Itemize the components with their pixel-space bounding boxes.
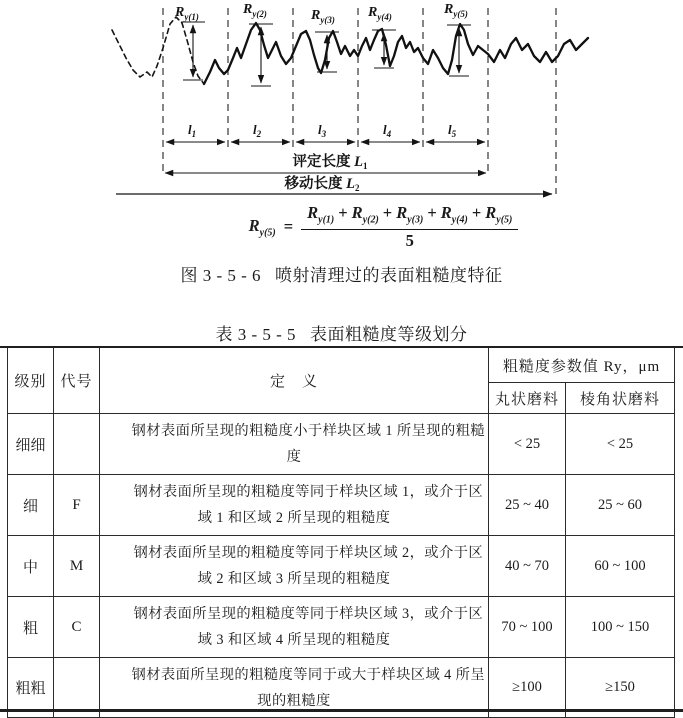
- code-cell: C: [54, 597, 100, 658]
- header-angular-abrasive: 棱角状磨料: [566, 383, 675, 414]
- profile-curve: [204, 23, 588, 84]
- header-grade: 级别: [8, 348, 54, 414]
- figure-number: 图 3 - 5 - 6: [180, 266, 262, 285]
- formula-numerator: $R_{y(1)} + R_{y(2)} + R_{y(3)} + R_{y(4)} + R_{y(5)}$: [301, 203, 518, 230]
- table-top-rule: [0, 346, 683, 348]
- formula-fraction: [301, 203, 518, 251]
- figure-caption-text: 喷射清理过的表面粗糙度特征: [275, 266, 503, 285]
- angular-value-cell: ≥150: [566, 658, 675, 718]
- definition-cell: 钢材表面所呈现的粗糙度小于样块区域 1 所呈现的粗糙度: [100, 414, 489, 475]
- grade-cell: 粗粗: [8, 658, 54, 718]
- l3-label: $l_3$: [317, 122, 327, 139]
- formula-lhs: $R_{y(5)}$: [248, 215, 276, 239]
- table-row: [8, 536, 675, 597]
- roughness-figure: [0, 0, 683, 200]
- ry4-label: $R_{y(4)}$: [368, 5, 392, 22]
- code-cell: F: [54, 475, 100, 536]
- angular-value-cell: 60 ~ 100: [566, 536, 675, 597]
- l2-label: $l_2$: [252, 122, 262, 139]
- ry-average-formula: [0, 201, 683, 253]
- code-cell: M: [54, 536, 100, 597]
- l1-label: $l_1$: [187, 122, 197, 139]
- table-title: [0, 320, 683, 345]
- table-row: [8, 597, 675, 658]
- angular-value-cell: 100 ~ 150: [566, 597, 675, 658]
- header-code: 代号: [54, 348, 100, 414]
- grade-cell: 粗: [8, 597, 54, 658]
- grade-cell: 细: [8, 475, 54, 536]
- table-bottom-rule: [0, 709, 683, 712]
- shot-value-cell: 70 ~ 100: [489, 597, 566, 658]
- table-row: [8, 475, 675, 536]
- code-cell: [54, 414, 100, 475]
- grade-cell: 中: [8, 536, 54, 597]
- ry3-label: $R_{y(3)}$: [311, 8, 335, 25]
- shot-value-cell: < 25: [489, 414, 566, 475]
- definition-cell: 钢材表面所呈现的粗糙度等同于样块区域 2，或介于区域 2 和区域 3 所呈现的粗糙度: [100, 536, 489, 597]
- formula-equals: =: [283, 216, 294, 236]
- ry2-label: $R_{y(2)}$: [243, 2, 267, 19]
- formula-denominator: 5: [405, 230, 414, 250]
- table-title-text: 表面粗糙度等级划分: [310, 325, 468, 344]
- angular-value-cell: < 25: [566, 414, 675, 475]
- travel-length-label: 移动长度 $L_2$: [284, 176, 360, 193]
- definition-cell: 钢材表面所呈现的粗糙度等同于样块区域 3，或介于区域 3 和区域 4 所呈现的粗糙度: [100, 597, 489, 658]
- l5-label: $l_5$: [447, 122, 457, 139]
- ry1-label: $R_{y(1)}$: [175, 5, 199, 22]
- l4-label: $l_4$: [382, 122, 392, 139]
- figure-caption: [0, 261, 683, 286]
- grade-cell: 细细: [8, 414, 54, 475]
- angular-value-cell: 25 ~ 60: [566, 475, 675, 536]
- evaluation-length-label: 评定长度 $L_1$: [292, 154, 368, 171]
- shot-value-cell: ≥100: [489, 658, 566, 718]
- definition-cell: 钢材表面所呈现的粗糙度等同于样块区域 1，或介于区域 1 和区域 2 所呈现的粗糙度: [100, 475, 489, 536]
- definition-cell: 钢材表面所呈现的粗糙度等同于或大于样块区域 4 所呈现的粗糙度: [100, 658, 489, 718]
- header-definition: 定 义: [100, 348, 489, 414]
- header-param-group: 粗糙度参数值 Ry，μm: [489, 348, 675, 383]
- header-row-1: [8, 348, 675, 383]
- profile-curve-dashed: [112, 17, 204, 84]
- roughness-grade-table: [7, 347, 675, 718]
- table-number: 表 3 - 5 - 5: [215, 325, 297, 344]
- header-shot-abrasive: 丸状磨料: [489, 383, 566, 414]
- shot-value-cell: 40 ~ 70: [489, 536, 566, 597]
- shot-value-cell: 25 ~ 40: [489, 475, 566, 536]
- ry5-label: $R_{y(5)}$: [444, 2, 468, 19]
- table-row: [8, 414, 675, 475]
